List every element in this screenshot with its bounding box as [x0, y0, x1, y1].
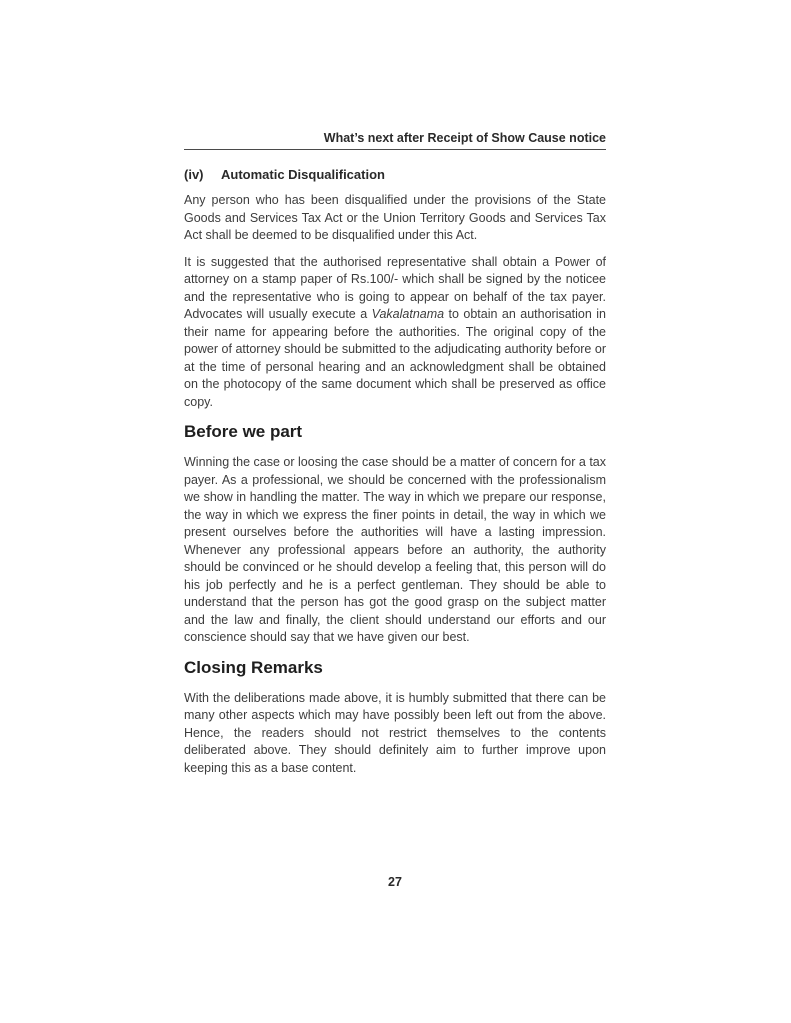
paragraph-power-of-attorney-part1: It is suggested that the authorised representative shall obtain a Power of attorney on a stamp paper of Rs.100/- which shall be signed by the noticee and the representative who is going to appear on behalf of the tax payer. Advocates will usually execute a: [184, 254, 606, 321]
section-heading: [184, 166, 606, 183]
paragraph-power-of-attorney: [184, 254, 606, 412]
paragraph-disqualification: Any person who has been disqualified under the provisions of the State Goods and Services Tax Act or the Union Territory Goods and Services Tax Act shall be deemed to be disqualified under this Act.: [184, 193, 606, 242]
running-header: What’s next after Receipt of Show Cause notice: [184, 131, 606, 150]
section-number: (iv): [184, 167, 204, 182]
heading-before-we-part: Before we part: [184, 422, 303, 441]
paragraph-before-we-part: Winning the case or loosing the case should be a matter of concern for a tax payer. As a professional, we should be concerned with the professionalism we show in handling the matter. The way in which we prepare our response, the way in which we express the finer points in detail, the way in which we present ourselves before the authorities will have a lasting impression. Whenever any professional appears before an authority, the authority should be convinced or he should develop a feeling that, this person will do his job perfectly and he is a perfect gentleman. They should be able to understand that the person has got the good grasp on the subject matter and the law and finally, the client should understand our efforts and our conscience should say that we have given our best.: [184, 455, 606, 644]
page-number: 27: [388, 875, 402, 889]
paragraph-power-of-attorney-part2: to obtain an authorisation in their name for appearing before the authorities. The original copy of the power of attorney should be submitted to the adjudicating authority before or at the time of personal hearing and an acknowledgment shall be obtained on the photocopy of the same document which shall be preserved as office copy.: [184, 307, 607, 409]
page-content: [184, 131, 606, 777]
paragraph-closing-remarks: With the deliberations made above, it is humbly submitted that there can be many other aspects which may have possibly been left out from the above. Hence, the readers should not restrict themselves to the contents deliberated above. They should definitely aim to further improve upon keeping this as a base content.: [184, 690, 606, 775]
section-title: Automatic Disqualification: [221, 167, 385, 182]
vakalatnama-italic-term: Vakalatnama: [371, 307, 445, 321]
heading-closing-remarks: Closing Remarks: [184, 657, 323, 677]
